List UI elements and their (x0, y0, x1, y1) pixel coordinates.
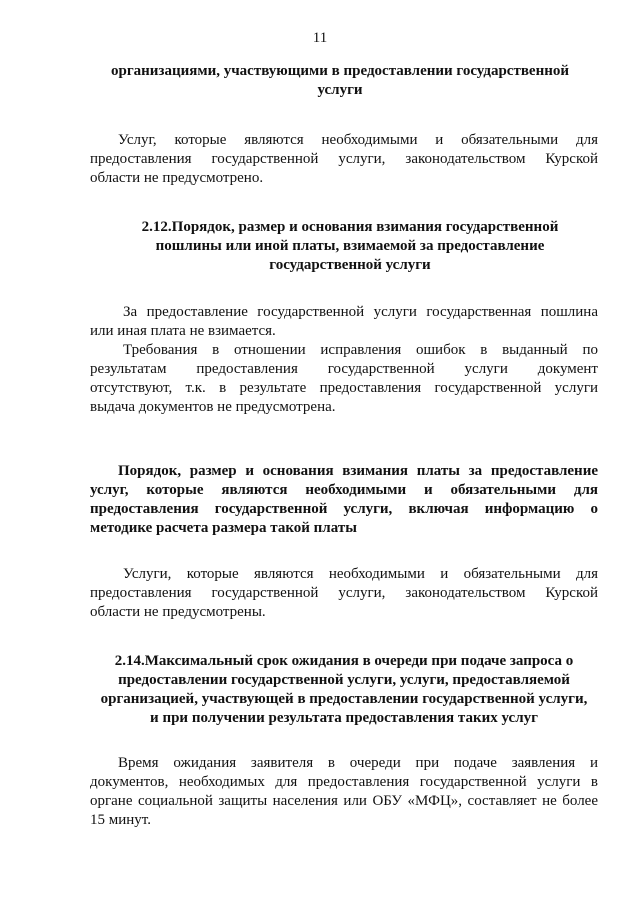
text-line: предоставления государственной услуги, законодательством Курской (90, 585, 598, 601)
text-line: отсутствуют, т.к. в результате предоставления государственной услуги (90, 380, 598, 396)
heading-line: и при получении результата предоставления таких услуг (150, 710, 538, 726)
text-line: выдача документов не предусмотрена. (90, 399, 336, 415)
text-line: Требования в отношении исправления ошибок в выданный по (123, 342, 598, 358)
paragraph-no-fee (90, 303, 598, 341)
text-line: Время ожидания заявителя в очереди при подаче заявления и (118, 755, 598, 771)
text-line: предоставления государственной услуги, законодательством Курской (90, 151, 598, 167)
heading-line: предоставлении государственной услуги, услуги, предоставляемой (118, 672, 570, 688)
text-line: Услуг, которые являются необходимыми и обязательными для (118, 132, 598, 148)
section-heading-2-12 (100, 218, 600, 275)
section-heading-2-14 (90, 652, 598, 728)
paragraph-waiting-time (90, 754, 598, 830)
text-line: области не предусмотрено. (90, 170, 264, 186)
heading-line: услуг, которые являются необходимыми и обязательными для (90, 482, 598, 498)
page-number: 11 (312, 30, 328, 46)
text-line: Услуги, которые являются необходимыми и обязательными для (123, 566, 598, 582)
heading-line: 2.12.Порядок, размер и основания взимания государственной (141, 219, 559, 235)
section-heading-2-13 (90, 462, 598, 538)
text-line: результатам предоставления государственной услуги документ (90, 361, 598, 377)
section-heading-continuation (80, 62, 600, 100)
heading-line: пошлины или иной платы, взимаемой за предоставление (155, 238, 545, 254)
paragraph-no-required-services-fee (90, 565, 598, 622)
text-line: органе социальной защиты населения или ОБУ «МФЦ», составляет не более (90, 793, 598, 809)
heading-line: государственной услуги (269, 257, 431, 273)
text-line: За предоставление государственной услуги государственная пошлина (123, 304, 598, 320)
heading-line: организацией, участвующей в предоставлении государственной услуги, (100, 691, 588, 707)
heading-line: Порядок, размер и основания взимания платы за предоставление (118, 463, 598, 479)
heading-line: услуги (317, 82, 363, 98)
heading-line: 2.14.Максимальный срок ожидания в очереди при подаче запроса о (114, 653, 574, 669)
paragraph-no-required-services (90, 131, 598, 188)
text-line: документов, необходимых для предоставления государственной услуги в (90, 774, 598, 790)
text-line: области не предусмотрены. (90, 604, 266, 620)
text-line: 15 минут. (90, 812, 151, 828)
heading-line: предоставления государственной услуги, включая информацию о (90, 501, 598, 517)
text-line: или иная плата не взимается. (90, 323, 276, 339)
heading-line: организациями, участвующими в предоставлении государственной (110, 63, 570, 79)
paragraph-error-correction (90, 341, 598, 417)
heading-line: методике расчета размера такой платы (90, 520, 357, 536)
